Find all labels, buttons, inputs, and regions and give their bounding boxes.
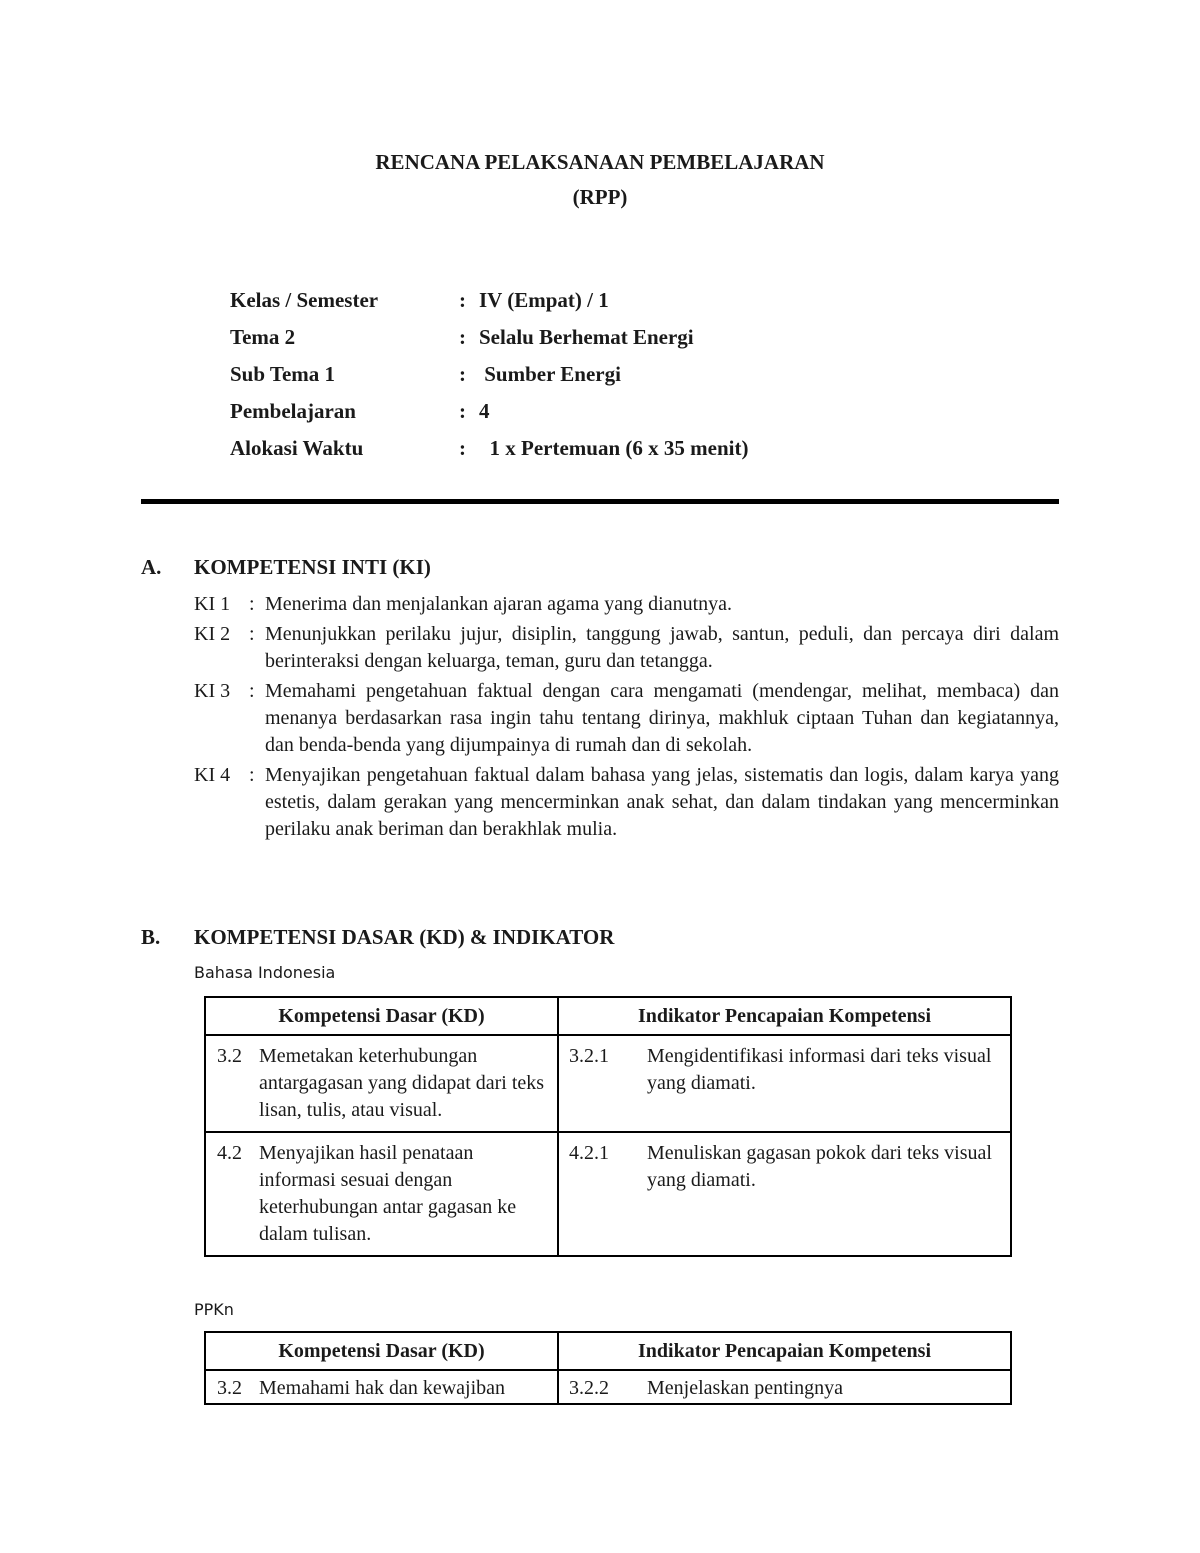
meta-value: 1 x Pertemuan (6 x 35 menit) (479, 436, 749, 460)
kd-cell (207, 1372, 556, 1402)
ki-label: KI 4 (194, 764, 231, 786)
meta-value: Selalu Berhemat Energi (479, 325, 694, 349)
ki-item (194, 621, 1059, 675)
meta-colon: : (459, 436, 466, 460)
meta-label: Sub Tema 1 (230, 362, 336, 386)
meta-row-alokasi (230, 436, 930, 473)
indicator-code: 4.2.1 (569, 1142, 609, 1164)
kd-cell (207, 1134, 556, 1254)
meta-label: Tema 2 (230, 325, 296, 349)
ki-text: Menyajikan pengetahuan faktual dalam bahasa yang jelas, sistematis dan logis, dalam karya yang estetis, dalam gerakan yang mencerminkan anak sehat, dan dalam tindakan yang mencerminkan perilaku anak beriman dan berakhlak mulia. (265, 764, 1059, 840)
ki-item (194, 762, 1059, 843)
kd-table-bahasa-indonesia (204, 996, 1012, 1257)
indicator-code: 3.2.1 (569, 1045, 609, 1067)
section-letter: A. (141, 555, 162, 579)
meta-row-tema (230, 325, 930, 362)
meta-colon: : (459, 325, 466, 349)
ki-item (194, 678, 1059, 759)
ki-label: KI 2 (194, 623, 231, 645)
table-row (205, 1132, 1011, 1256)
ki-label: KI 1 (194, 593, 231, 615)
meta-row-subtema (230, 362, 930, 399)
ki-text: Menerima dan menjalankan ajaran agama yang dianutnya. (265, 593, 733, 615)
subject-label: PPKn (194, 1300, 234, 1319)
ki-colon: : (249, 593, 255, 615)
kd-table-ppkn (204, 1331, 1012, 1405)
ki-text: Memahami pengetahuan faktual dengan cara mengamati (mendengar, melihat, membaca) dan menanya berdasarkan rasa ingin tahu tentang dirinya, makhluk ciptaan Tuhan dan kegiatannya, dan benda-benda yang dijumpainya di rumah dan di sekolah. (265, 680, 1059, 756)
subject-label: Bahasa Indonesia (194, 963, 336, 982)
ki-colon: : (249, 680, 255, 702)
header-divider (141, 499, 1059, 504)
indicator-cell (560, 1134, 1009, 1200)
ki-list (194, 591, 1059, 846)
meta-label: Alokasi Waktu (230, 436, 364, 460)
meta-row-kelas (230, 288, 930, 325)
ki-label: KI 3 (194, 680, 231, 702)
table-row (205, 1370, 1011, 1404)
meta-value: IV (Empat) / 1 (479, 288, 609, 312)
ki-item (194, 591, 1059, 618)
meta-label: Kelas / Semester (230, 288, 379, 312)
kd-text: Memahami hak dan kewajiban (259, 1377, 506, 1399)
identity-block (230, 288, 930, 473)
indicator-text: Mengidentifikasi informasi dari teks visual yang diamati. (647, 1045, 992, 1094)
kd-code: 4.2 (217, 1142, 242, 1164)
ki-text: Menunjukkan perilaku jujur, disiplin, tanggung jawab, santun, peduli, dan percaya diri dalam berinteraksi dengan keluarga, teman, guru dan tetangga. (265, 623, 1059, 672)
kd-cell (207, 1037, 556, 1130)
meta-colon: : (459, 288, 466, 312)
table-row (205, 1035, 1011, 1132)
column-header: Indikator Pencapaian Kompetensi (558, 1332, 1011, 1370)
meta-value: 4 (479, 399, 490, 423)
indicator-text: Menuliskan gagasan pokok dari teks visual yang diamati. (647, 1142, 992, 1191)
meta-value: Sumber Energi (479, 362, 621, 386)
ki-colon: : (249, 764, 255, 786)
meta-colon: : (459, 362, 466, 386)
indicator-text: Menjelaskan pentingnya (647, 1377, 844, 1399)
kd-code: 3.2 (217, 1377, 242, 1399)
indicator-cell (560, 1037, 1009, 1103)
kd-text: Menyajikan hasil penataan informasi sesuai dengan keterhubungan antar gagasan ke dalam tulisan. (259, 1142, 517, 1245)
indicator-code: 3.2.2 (569, 1377, 609, 1399)
section-title: KOMPETENSI INTI (KI) (194, 555, 431, 579)
section-title: KOMPETENSI DASAR (KD) & INDIKATOR (194, 925, 615, 949)
kd-code: 3.2 (217, 1045, 242, 1067)
ki-colon: : (249, 623, 255, 645)
document-subtitle: (RPP) (572, 185, 628, 209)
section-letter: B. (141, 925, 161, 949)
meta-colon: : (459, 399, 466, 423)
indicator-cell (560, 1372, 1009, 1402)
kd-text: Memetakan keterhubungan antargagasan yang didapat dari teks lisan, tulis, atau visual. (259, 1045, 545, 1121)
column-header: Kompetensi Dasar (KD) (205, 1332, 558, 1370)
document-title: RENCANA PELAKSANAAN PEMBELAJARAN (375, 150, 825, 174)
meta-label: Pembelajaran (230, 399, 356, 423)
meta-row-pembelajaran (230, 399, 930, 436)
column-header: Kompetensi Dasar (KD) (205, 997, 558, 1035)
column-header: Indikator Pencapaian Kompetensi (558, 997, 1011, 1035)
